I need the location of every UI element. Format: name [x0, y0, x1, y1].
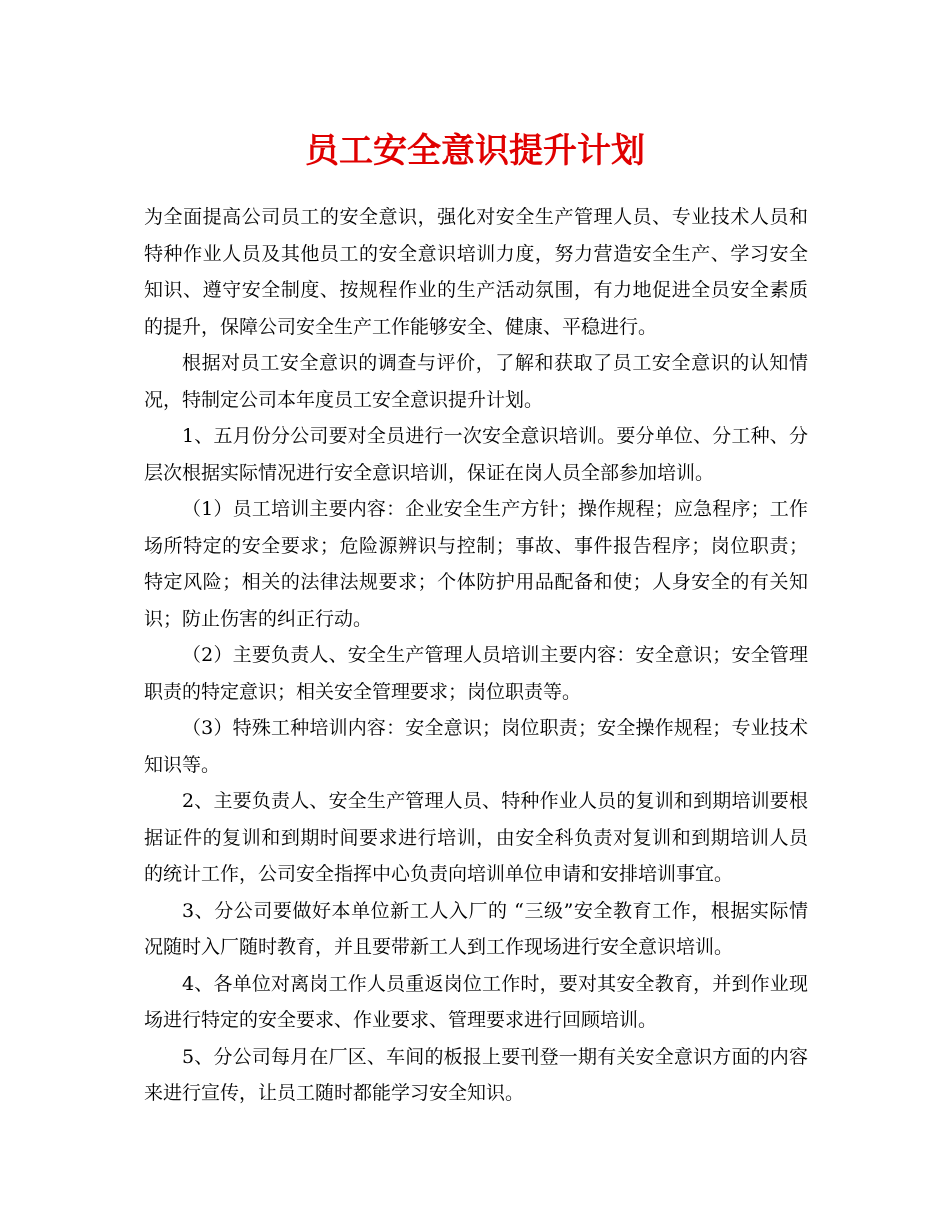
item-1-sub-2-paragraph: （2）主要负责人、安全生产管理人员培训主要内容：安全意识；安全管理职责的特定意识；相关安全管理要求；岗位职责等。: [144, 644, 808, 703]
item-5-paragraph: 5、分公司每月在厂区、车间的板报上要刊登一期有关安全意识方面的内容来进行宣传，让员工随时都能学习安全知识。: [144, 1045, 808, 1104]
document-title: 员工安全意识提升计划: [305, 131, 645, 171]
basis-paragraph: 根据对员工安全意识的调查与评价，了解和获取了员工安全意识的认知情况，特制定公司本年度员工安全意识提升计划。: [144, 352, 808, 411]
item-1-paragraph: 1、五月份分公司要对全员进行一次安全意识培训。要分单位、分工种、分层次根据实际情况进行安全意识培训，保证在岗人员全部参加培训。: [144, 425, 808, 484]
item-1-sub-1-paragraph: （1）员工培训主要内容：企业安全生产方针；操作规程；应急程序；工作场所特定的安全要求；危险源辨识与控制；事故、事件报告程序；岗位职责；特定风险；相关的法律法规要求；个体防护用品配备和使；人身安全的有关知识；防止伤害的纠正行动。: [144, 498, 808, 630]
item-4-paragraph: 4、各单位对离岗工作人员重返岗位工作时，要对其安全教育，并到作业现场进行特定的安全要求、作业要求、管理要求进行回顾培训。: [144, 972, 808, 1031]
item-2-paragraph: 2、主要负责人、安全生产管理人员、特种作业人员的复训和到期培训要根据证件的复训和到期时间要求进行培训，由安全科负责对复训和到期培训人员的统计工作，公司安全指挥中心负责向培训单位申请和安排培训事宜。: [144, 790, 808, 885]
item-3-paragraph: 3、分公司要做好本单位新工人入厂的 “三级”安全教育工作，根据实际情况随时入厂随时教育，并且要带新工人到工作现场进行安全意识培训。: [144, 899, 808, 958]
item-1-sub-3-paragraph: （3）特殊工种培训内容：安全意识；岗位职责；安全操作规程；专业技术知识等。: [144, 717, 808, 776]
document-body: [144, 199, 808, 1112]
intro-paragraph: 为全面提高公司员工的安全意识，强化对安全生产管理人员、专业技术人员和特种作业人员及其他员工的安全意识培训力度，努力营造安全生产、学习安全知识、遵守安全制度、按规程作业的生产活动氛围，有力地促进全员安全素质的提升，保障公司安全生产工作能够安全、健康、平稳进行。: [144, 206, 808, 338]
